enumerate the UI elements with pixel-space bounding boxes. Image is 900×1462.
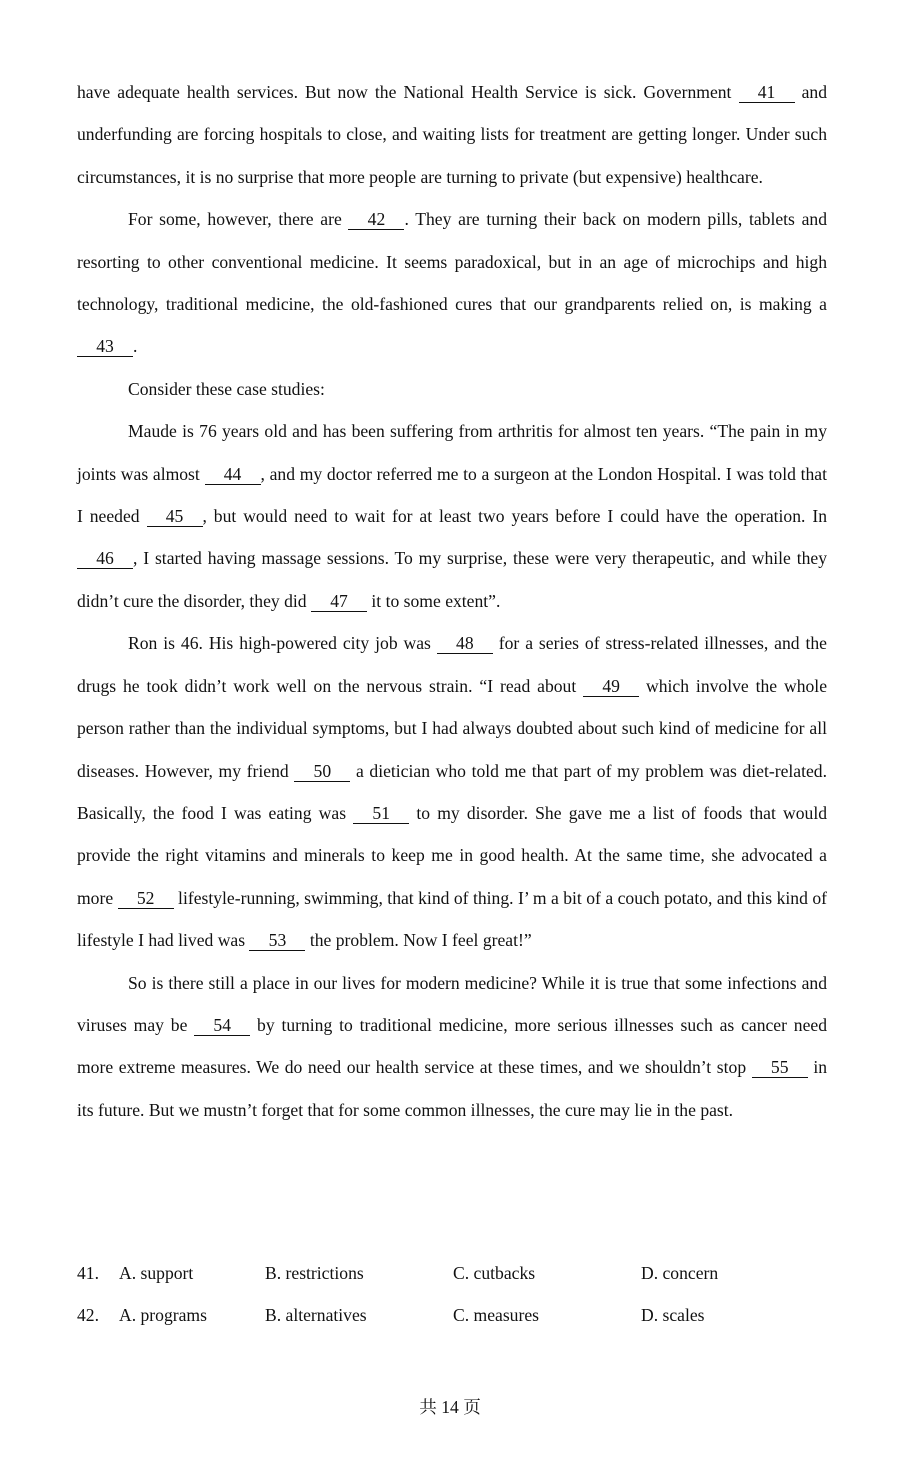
answer-blank-50[interactable]: 50 — [294, 761, 350, 782]
answer-options — [77, 1252, 837, 1337]
answer-blank-44[interactable]: 44 — [205, 464, 261, 485]
answer-blank-47[interactable]: 47 — [311, 591, 367, 612]
question-number: 41. — [77, 1263, 99, 1283]
choice-A[interactable]: A. support — [119, 1263, 194, 1283]
text-segment: . They are turning their back on modern pills, tablets and resorting to other conventional medicine. It seems paradoxical, but in an age of microchips and high technology, traditional medicine, the old-fashioned cures that our grandparents relied on, is making a — [77, 209, 827, 315]
text-segment: Consider these case studies: — [128, 378, 325, 399]
choice-D[interactable]: D. scales — [641, 1305, 705, 1326]
choice-B[interactable]: B. restrictions — [265, 1263, 364, 1283]
text-segment: . — [133, 336, 138, 357]
page-number: 共 14 页 — [419, 1397, 481, 1417]
answer-blank-52[interactable]: 52 — [118, 888, 174, 909]
paragraph — [77, 368, 827, 410]
passage-text — [77, 71, 827, 1131]
option-row-41 — [77, 1252, 837, 1294]
answer-blank-43[interactable]: 43 — [77, 336, 133, 357]
text-segment: and underfunding are forcing hospitals to close, and waiting lists for treatment are getting longer. Under such circumstances, it is no surprise that more people are turning to private (but expensive) healthcare. — [77, 82, 827, 187]
answer-blank-49[interactable]: 49 — [583, 676, 639, 697]
choice-C[interactable]: C. measures — [453, 1305, 539, 1326]
text-segment: the problem. Now I feel great!” — [305, 930, 532, 951]
text-segment: which involve the whole person rather than the individual symptoms, but I had always doubted about such kind of medicine for all diseases. However, my friend — [77, 675, 827, 781]
answer-blank-51[interactable]: 51 — [353, 803, 409, 824]
text-segment: to my disorder. She gave me a list of foods that would provide the right vitamins and minerals to keep me in good health. At the same time, she advocated a more — [77, 802, 828, 908]
text-segment: , I started having massage sessions. To my surprise, these were very therapeutic, and while they didn’t cure the disorder, they did — [77, 548, 827, 611]
paragraph — [77, 622, 827, 961]
paragraph — [77, 71, 827, 198]
answer-blank-54[interactable]: 54 — [194, 1015, 250, 1036]
text-segment: in its future. But we mustn’t forget that for some common illnesses, the cure may lie in the past. — [77, 1057, 827, 1120]
answer-blank-55[interactable]: 55 — [752, 1057, 808, 1078]
paragraph — [77, 410, 827, 622]
answer-blank-41[interactable]: 41 — [739, 82, 795, 103]
answer-blank-42[interactable]: 42 — [348, 209, 404, 230]
text-segment: lifestyle-running, swimming, that kind of thing. I’ m a bit of a couch potato, and this kind of lifestyle I had lived was — [77, 887, 827, 951]
text-segment: Ron is 46. His high-powered city job was — [128, 633, 437, 654]
question-number: 42. — [77, 1305, 99, 1326]
text-segment: for a series of stress-related illnesses, and the drugs he took didn’t work well on the nervous strain. “I read about — [77, 633, 827, 696]
paragraph — [77, 198, 827, 368]
option-row-42 — [77, 1294, 837, 1336]
text-segment: , and my doctor referred me to a surgeon at the London Hospital. I was told that I needed — [77, 463, 827, 527]
choice-A[interactable]: A. programs — [119, 1305, 207, 1326]
text-segment: a dietician who told me that part of my problem was diet-related. Basically, the food I was eating was — [77, 760, 827, 823]
answer-blank-48[interactable]: 48 — [437, 633, 493, 654]
answer-blank-53[interactable]: 53 — [249, 930, 305, 951]
text-segment: it to some extent”. — [367, 590, 501, 611]
text-segment: Maude is 76 years old and has been suffering from arthritis for almost ten years. “The pain in my joints was almost — [77, 421, 827, 484]
choice-C[interactable]: C. cutbacks — [453, 1263, 536, 1283]
text-segment: So is there still a place in our lives for modern medicine? While it is true that some infections and viruses may be — [77, 972, 827, 1035]
text-segment: have adequate health services. But now the National Health Service is sick. Government — [77, 82, 739, 102]
text-segment: by turning to traditional medicine, more serious illnesses such as cancer need more extreme measures. We do need our health service at these times, and we shouldn’t stop — [77, 1014, 827, 1078]
choice-B[interactable]: B. alternatives — [265, 1305, 367, 1326]
choice-D[interactable]: D. concern — [641, 1263, 719, 1283]
page-footer — [0, 1394, 900, 1419]
answer-blank-46[interactable]: 46 — [77, 548, 133, 569]
text-segment: , but would need to wait for at least two years before I could have the operation. In — [202, 506, 827, 527]
answer-blank-45[interactable]: 45 — [147, 506, 203, 527]
paragraph — [77, 962, 827, 1132]
text-segment: For some, however, there are — [128, 209, 349, 230]
